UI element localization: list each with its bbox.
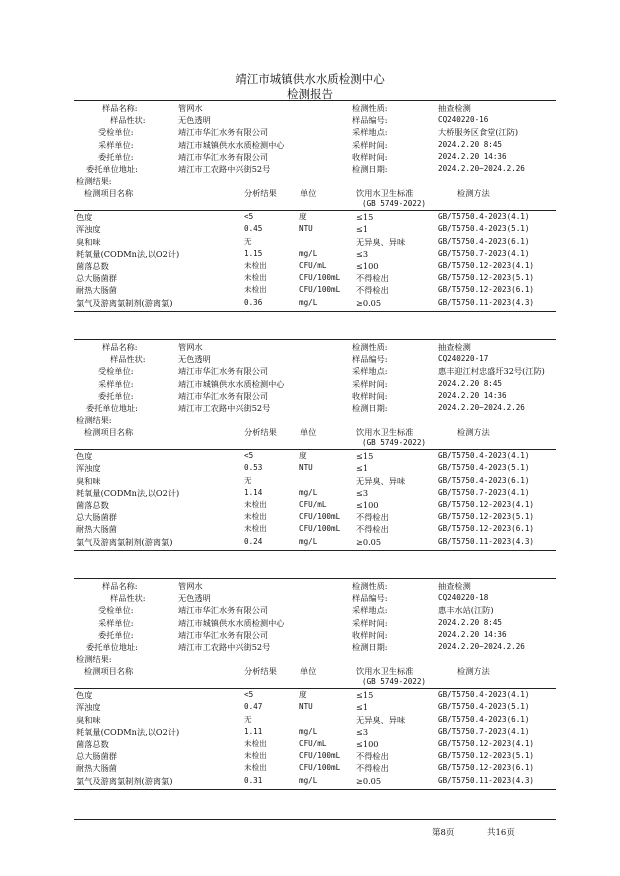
info-value: CQ240220-18 <box>438 593 489 603</box>
cell-standard: ≥0.05 <box>356 775 382 786</box>
results-label: 检测结果: <box>76 176 112 187</box>
page-number: 第8页 <box>432 828 455 838</box>
info-label: 采样地点: <box>352 605 388 616</box>
col-header-item: 检测项目名称 <box>84 426 134 437</box>
info-value: 管网水 <box>178 581 203 591</box>
info-label: 检测性质: <box>352 581 388 591</box>
info-label: 委托单位: <box>98 390 134 401</box>
info-label: 样品编号: <box>352 115 388 126</box>
cell-item: 耐热大肠菌 <box>76 763 117 774</box>
info-value: 无色透明 <box>178 593 211 604</box>
info-value: 2024.2.20~2024.2.26 <box>438 164 525 173</box>
cell-item: 总大肠菌群 <box>76 751 117 762</box>
cell-method: GB/T5750.12-2023(6.1) <box>438 524 535 534</box>
info-label: 采样单位: <box>98 617 134 628</box>
cell-unit: CFU/100mL <box>299 512 341 522</box>
cell-unit: CFU/mL <box>299 739 327 748</box>
cell-method: GB/T5750.4-2023(5.1) <box>438 224 530 234</box>
info-label: 委托单位: <box>98 629 134 640</box>
cell-result: 未检出 <box>244 751 267 761</box>
cell-item: 耐热大肠菌 <box>76 285 117 296</box>
info-label: 检测日期: <box>352 642 388 652</box>
cell-method: GB/T5750.11-2023(4.3) <box>438 297 535 307</box>
cell-standard: 不得检出 <box>356 273 389 284</box>
col-header-standard: 饮用水卫生标准 <box>356 665 414 676</box>
cell-result: <5 <box>244 690 254 700</box>
cell-result: 未检出 <box>244 739 267 748</box>
cell-method: GB/T5750.12-2023(4.1) <box>438 500 535 509</box>
section-bottom-rule <box>74 311 556 312</box>
info-label: 采样单位: <box>98 139 134 150</box>
info-label: 委托单位地址: <box>86 403 138 413</box>
cell-method: GB/T5750.4-2023(6.1) <box>438 714 530 724</box>
cell-standard: ≤100 <box>356 739 379 749</box>
info-label: 受检单位: <box>98 366 134 377</box>
cell-result: 0.36 <box>244 297 263 307</box>
info-label: 收样时间: <box>352 629 388 640</box>
cell-unit: CFU/mL <box>299 261 327 270</box>
col-header-result: 分析结果 <box>244 665 277 676</box>
cell-result: 0.47 <box>244 702 263 712</box>
info-value: 2024.2.20 14:36 <box>438 151 507 161</box>
info-value: 靖江市华汇水务有限公司 <box>178 629 269 640</box>
col-header-standard: 饮用水卫生标准 <box>356 187 414 198</box>
cell-standard: ≤15 <box>356 212 374 223</box>
cell-item: 浑浊度 <box>76 224 101 235</box>
col-header-standard: 饮用水卫生标准 <box>356 426 414 437</box>
col-header-unit: 单位 <box>300 187 317 198</box>
info-label: 样品编号: <box>352 354 388 365</box>
cell-item: 菌落总数 <box>76 500 109 510</box>
cell-item: 色度 <box>76 451 93 462</box>
cell-result: 1.14 <box>244 487 263 497</box>
info-value: 靖江市华汇水务有限公司 <box>178 605 269 616</box>
col-header-standard-ref: (GB 5749-2022) <box>362 437 427 447</box>
cell-result: 未检出 <box>244 500 267 509</box>
cell-method: GB/T5750.4-2023(5.1) <box>438 702 530 712</box>
cell-result: 0.31 <box>244 775 263 785</box>
info-value: CQ240220-17 <box>438 354 489 364</box>
cell-item: 耐热大肠菌 <box>76 524 117 535</box>
cell-standard: ≤15 <box>356 690 374 701</box>
info-value: 靖江市工农路中兴街52号 <box>178 164 271 174</box>
cell-unit: mg/L <box>299 536 318 546</box>
cell-standard: ≤3 <box>356 487 369 498</box>
cell-result: 无 <box>244 475 252 485</box>
info-value: 靖江市华汇水务有限公司 <box>178 390 269 401</box>
cell-item: 浑浊度 <box>76 463 101 474</box>
info-value: 2024.2.20 14:36 <box>438 390 507 400</box>
cell-standard: 不得检出 <box>356 285 389 296</box>
cell-standard: ≤1 <box>356 224 369 235</box>
cell-standard: 不得检出 <box>356 763 389 774</box>
section-top-rule <box>74 578 556 579</box>
section-top-rule <box>74 339 556 340</box>
info-label: 检测性质: <box>352 342 388 352</box>
cell-item: 浑浊度 <box>76 702 101 713</box>
cell-result: 无 <box>244 236 252 246</box>
cell-method: GB/T5750.4-2023(5.1) <box>438 463 530 473</box>
header-rule <box>74 449 556 450</box>
cell-method: GB/T5750.12-2023(5.1) <box>438 273 535 283</box>
col-header-standard-ref: (GB 5749-2022) <box>362 676 427 686</box>
cell-unit: CFU/100mL <box>299 763 341 773</box>
col-header-result: 分析结果 <box>244 187 277 198</box>
col-header-method: 检测方法 <box>457 426 490 437</box>
info-value: 靖江市工农路中兴街52号 <box>178 642 271 652</box>
section-top-rule <box>74 100 556 101</box>
info-label: 采样时间: <box>352 617 388 628</box>
info-value: 2024.2.20~2024.2.26 <box>438 403 525 412</box>
info-label: 受检单位: <box>98 127 134 138</box>
col-header-result: 分析结果 <box>244 426 277 437</box>
info-label: 委托单位: <box>98 151 134 162</box>
info-label: 采样单位: <box>98 378 134 389</box>
col-header-method: 检测方法 <box>457 665 490 676</box>
cell-unit: CFU/100mL <box>299 751 341 761</box>
header-rule <box>74 688 556 689</box>
info-label: 检测性质: <box>352 103 388 113</box>
cell-item: 氯气及游离氯制剂(游离氯) <box>76 775 173 786</box>
info-value: 抽查检测 <box>438 581 471 591</box>
cell-result: <5 <box>244 212 254 222</box>
cell-result: <5 <box>244 451 254 461</box>
cell-unit: mg/L <box>299 487 318 497</box>
cell-standard: 无异臭、异味 <box>356 714 406 725</box>
cell-item: 菌落总数 <box>76 739 109 749</box>
info-label: 检测日期: <box>352 403 388 413</box>
cell-standard: 无异臭、异味 <box>356 475 406 486</box>
cell-standard: ≤1 <box>356 463 369 474</box>
results-label: 检测结果: <box>76 654 112 665</box>
cell-item: 耗氧量(CODMn法,以O2计) <box>76 248 180 259</box>
cell-unit: NTU <box>299 463 313 473</box>
cell-item: 总大肠菌群 <box>76 512 117 523</box>
cell-result: 0.53 <box>244 463 263 473</box>
cell-standard: 不得检出 <box>356 512 389 523</box>
info-value: 2024.2.20 8:45 <box>438 378 503 388</box>
cell-method: GB/T5750.7-2023(4.1) <box>438 487 530 497</box>
info-value: 靖江市工农路中兴街52号 <box>178 403 271 413</box>
info-label: 委托单位地址: <box>86 164 138 174</box>
cell-result: 未检出 <box>244 273 267 283</box>
cell-method: GB/T5750.4-2023(4.1) <box>438 451 530 461</box>
cell-unit: mg/L <box>299 248 318 258</box>
cell-standard: ≥0.05 <box>356 536 382 547</box>
cell-item: 臭和味 <box>76 714 101 725</box>
info-label: 检测日期: <box>352 164 388 174</box>
info-label: 采样时间: <box>352 378 388 389</box>
cell-result: 未检出 <box>244 512 267 522</box>
cell-result: 0.24 <box>244 536 263 546</box>
col-header-item: 检测项目名称 <box>84 665 134 676</box>
report-subtitle: 检测报告 <box>287 87 333 101</box>
cell-unit: 度 <box>299 690 307 700</box>
info-label: 样品编号: <box>352 593 388 604</box>
info-value: CQ240220-16 <box>438 115 489 125</box>
cell-method: GB/T5750.7-2023(4.1) <box>438 726 530 736</box>
cell-unit: NTU <box>299 224 313 234</box>
cell-item: 菌落总数 <box>76 261 109 271</box>
report-title: 靖江市城镇供水水质检测中心 <box>235 72 385 86</box>
cell-result: 1.15 <box>244 248 263 258</box>
cell-item: 总大肠菌群 <box>76 273 117 284</box>
cell-method: GB/T5750.12-2023(6.1) <box>438 285 535 295</box>
info-value: 2024.2.20~2024.2.26 <box>438 642 525 651</box>
info-value: 无色透明 <box>178 115 211 126</box>
cell-result: 未检出 <box>244 285 267 295</box>
info-label: 采样地点: <box>352 366 388 377</box>
cell-method: GB/T5750.12-2023(6.1) <box>438 763 535 773</box>
cell-method: GB/T5750.11-2023(4.3) <box>438 775 535 785</box>
cell-standard: ≤100 <box>356 261 379 271</box>
cell-unit: mg/L <box>299 726 318 736</box>
info-label: 样品性状: <box>110 593 146 604</box>
info-value: 抽查检测 <box>438 103 471 113</box>
cell-unit: NTU <box>299 702 313 712</box>
col-header-item: 检测项目名称 <box>84 187 134 198</box>
cell-item: 耗氧量(CODMn法,以O2计) <box>76 487 180 498</box>
info-value: 惠丰水站(江防) <box>438 605 494 616</box>
cell-method: GB/T5750.4-2023(6.1) <box>438 236 530 246</box>
section-bottom-rule <box>74 789 556 790</box>
col-header-unit: 单位 <box>300 665 317 676</box>
cell-item: 臭和味 <box>76 236 101 247</box>
col-header-method: 检测方法 <box>457 187 490 198</box>
cell-item: 氯气及游离氯制剂(游离氯) <box>76 536 173 547</box>
info-value: 惠丰迎江村忠盛圩32号(江防) <box>438 366 545 377</box>
cell-standard: 无异臭、异味 <box>356 236 406 247</box>
page-total: 共16页 <box>487 828 515 838</box>
cell-standard: 不得检出 <box>356 751 389 762</box>
cell-method: GB/T5750.12-2023(4.1) <box>438 261 535 270</box>
info-value: 靖江市城镇供水水质检测中心 <box>178 139 285 150</box>
info-label: 样品名称: <box>102 581 138 591</box>
info-value: 靖江市城镇供水水质检测中心 <box>178 617 285 628</box>
cell-result: 未检出 <box>244 524 267 534</box>
cell-result: 未检出 <box>244 261 267 270</box>
info-label: 采样时间: <box>352 139 388 150</box>
info-value: 靖江市华汇水务有限公司 <box>178 366 269 377</box>
cell-item: 耗氧量(CODMn法,以O2计) <box>76 726 180 737</box>
cell-item: 氯气及游离氯制剂(游离氯) <box>76 297 173 308</box>
cell-result: 0.45 <box>244 224 263 234</box>
cell-result: 未检出 <box>244 763 267 773</box>
cell-result: 无 <box>244 714 252 724</box>
cell-method: GB/T5750.11-2023(4.3) <box>438 536 535 546</box>
cell-standard: ≤3 <box>356 248 369 259</box>
cell-standard: ≤15 <box>356 451 374 462</box>
info-value: 抽查检测 <box>438 342 471 352</box>
cell-unit: 度 <box>299 451 307 461</box>
cell-unit: mg/L <box>299 297 318 307</box>
info-value: 2024.2.20 8:45 <box>438 617 503 627</box>
cell-unit: 度 <box>299 212 307 222</box>
section-bottom-rule <box>74 550 556 551</box>
cell-result: 1.11 <box>244 726 263 736</box>
cell-method: GB/T5750.4-2023(4.1) <box>438 690 530 700</box>
cell-unit: CFU/100mL <box>299 285 341 295</box>
cell-standard: 不得检出 <box>356 524 389 535</box>
header-rule <box>74 210 556 211</box>
cell-unit: mg/L <box>299 775 318 785</box>
info-label: 样品名称: <box>102 342 138 352</box>
info-label: 收样时间: <box>352 390 388 401</box>
cell-standard: ≥0.05 <box>356 297 382 308</box>
info-label: 收样时间: <box>352 151 388 162</box>
cell-method: GB/T5750.12-2023(4.1) <box>438 739 535 748</box>
cell-unit: CFU/mL <box>299 500 327 509</box>
info-value: 靖江市华汇水务有限公司 <box>178 151 269 162</box>
info-value: 大桥服务区食堂(江防) <box>438 127 519 138</box>
info-value: 2024.2.20 14:36 <box>438 629 507 639</box>
cell-method: GB/T5750.4-2023(6.1) <box>438 475 530 485</box>
cell-standard: ≤100 <box>356 500 379 510</box>
info-label: 采样地点: <box>352 127 388 138</box>
info-label: 受检单位: <box>98 605 134 616</box>
info-value: 无色透明 <box>178 354 211 365</box>
cell-unit: CFU/100mL <box>299 273 341 283</box>
info-label: 样品性状: <box>110 354 146 365</box>
cell-item: 色度 <box>76 690 93 701</box>
cell-method: GB/T5750.7-2023(4.1) <box>438 248 530 258</box>
info-label: 委托单位地址: <box>86 642 138 652</box>
results-label: 检测结果: <box>76 415 112 426</box>
info-label: 样品性状: <box>110 115 146 126</box>
info-value: 靖江市华汇水务有限公司 <box>178 127 269 138</box>
col-header-unit: 单位 <box>300 426 317 437</box>
cell-method: GB/T5750.4-2023(4.1) <box>438 212 530 222</box>
info-value: 管网水 <box>178 103 203 113</box>
cell-method: GB/T5750.12-2023(5.1) <box>438 512 535 522</box>
cell-item: 色度 <box>76 212 93 223</box>
footer-rule <box>74 819 556 820</box>
cell-item: 臭和味 <box>76 475 101 486</box>
cell-standard: ≤3 <box>356 726 369 737</box>
cell-method: GB/T5750.12-2023(5.1) <box>438 751 535 761</box>
col-header-standard-ref: (GB 5749-2022) <box>362 198 427 208</box>
cell-standard: ≤1 <box>356 702 369 713</box>
info-value: 2024.2.20 8:45 <box>438 139 503 149</box>
info-label: 样品名称: <box>102 103 138 113</box>
cell-unit: CFU/100mL <box>299 524 341 534</box>
info-value: 靖江市城镇供水水质检测中心 <box>178 378 285 389</box>
info-value: 管网水 <box>178 342 203 352</box>
